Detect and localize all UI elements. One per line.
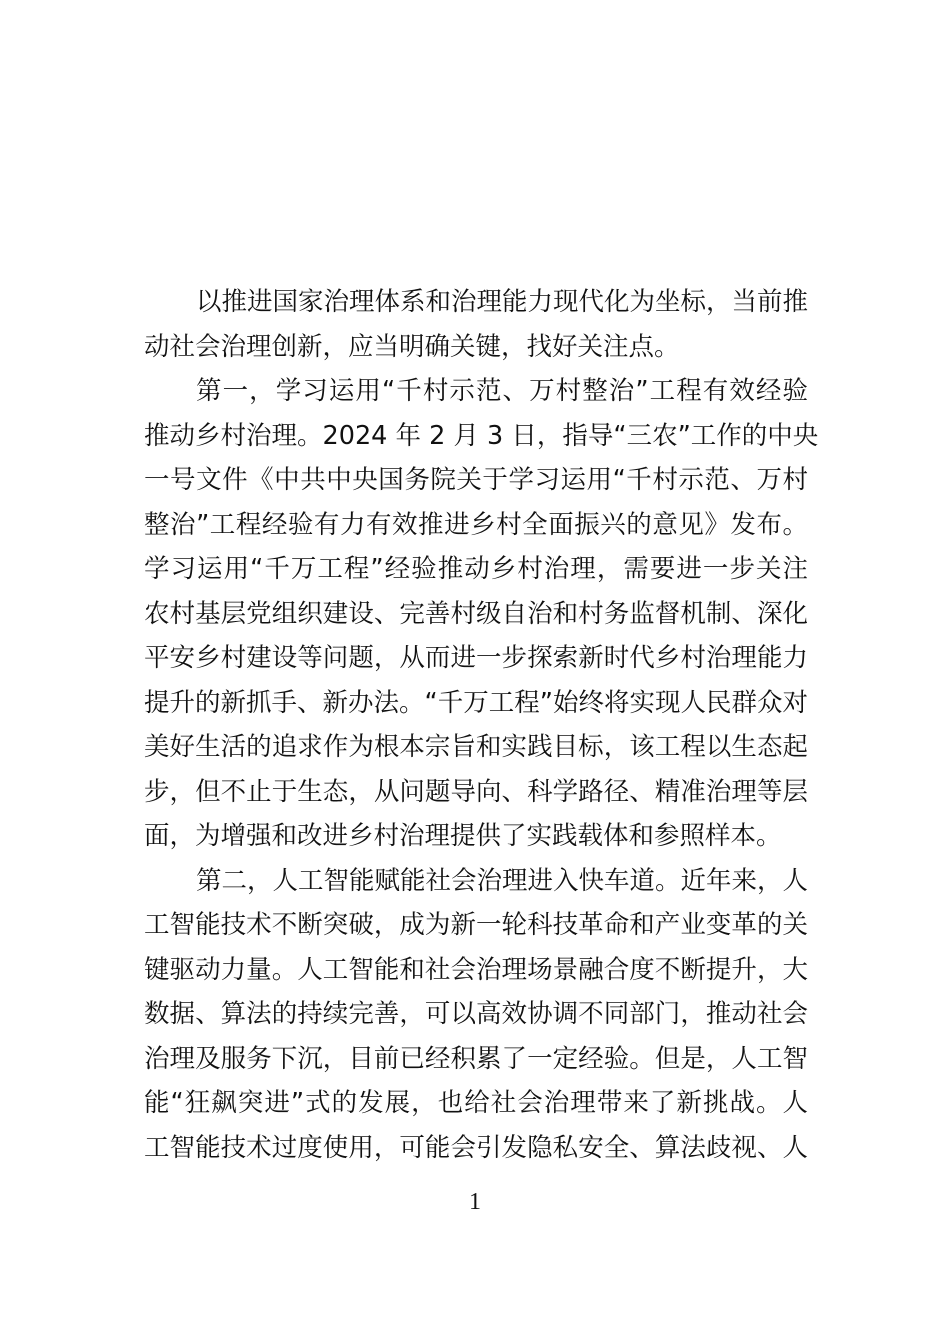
paragraph-2-line-2: 推动乡村治理。2024 年 2 月 3 日，指导“三农”工作的中央 xyxy=(144,420,819,451)
paragraph-3-line-4: 数据、算法的持续完善，可以高效协调不同部门，推动社会 xyxy=(144,999,808,1029)
paragraph-2-line-3: 一号文件《中共中央国务院关于学习运用“千村示范、万村 xyxy=(144,465,808,495)
paragraph-2-line-11: 面，为增强和改进乡村治理提供了实践载体和参照样本。 xyxy=(144,821,782,851)
paragraph-2-line-4: 整治”工程经验有力有效推进乡村全面振兴的意见》发布。 xyxy=(144,509,808,540)
paragraph-3-line-7: 工智能技术过度使用，可能会引发隐私安全、算法歧视、人 xyxy=(144,1132,808,1163)
paragraph-3-line-3: 键驱动力量。人工智能和社会治理场景融合度不断提升，大 xyxy=(144,954,808,985)
paragraph-3-line-6: 能“狂飙突进”式的发展，也给社会治理带来了新挑战。人 xyxy=(144,1088,808,1118)
paragraph-2-line-10: 步，但不止于生态，从问题导向、科学路径、精准治理等层 xyxy=(144,776,808,807)
paragraph-2-line-7: 平安乡村建设等问题，从而进一步探索新时代乡村治理能力 xyxy=(144,643,808,673)
paragraph-2-line-5: 学习运用“千万工程”经验推动乡村治理，需要进一步关注 xyxy=(144,554,808,584)
page-number: 1 xyxy=(469,1189,481,1215)
paragraph-2-line-9: 美好生活的追求作为根本宗旨和实践目标，该工程以生态起 xyxy=(144,732,808,762)
body-text xyxy=(144,280,819,1170)
paragraph-3-line-5: 治理及服务下沉，目前已经积累了一定经验。但是，人工智 xyxy=(144,1043,808,1074)
paragraph-3-line-1: 第二，人工智能赋能社会治理进入快车道。近年来，人 xyxy=(196,865,809,896)
paragraph-2-line-1: 第一，学习运用“千村示范、万村整治”工程有效经验 xyxy=(196,376,808,406)
paragraph-2-line-8: 提升的新抓手、新办法。“千万工程”始终将实现人民群众对 xyxy=(144,687,808,718)
paragraph-3-line-2: 工智能技术不断突破，成为新一轮科技革命和产业变革的关 xyxy=(144,910,808,940)
paragraph-2-line-6: 农村基层党组织建设、完善村级自治和村务监督机制、深化 xyxy=(144,598,808,629)
paragraph-1-line-1: 以推进国家治理体系和治理能力现代化为坐标，当前推 xyxy=(196,287,809,317)
paragraph-1-line-2: 动社会治理创新，应当明确关键，找好关注点。 xyxy=(144,331,680,362)
